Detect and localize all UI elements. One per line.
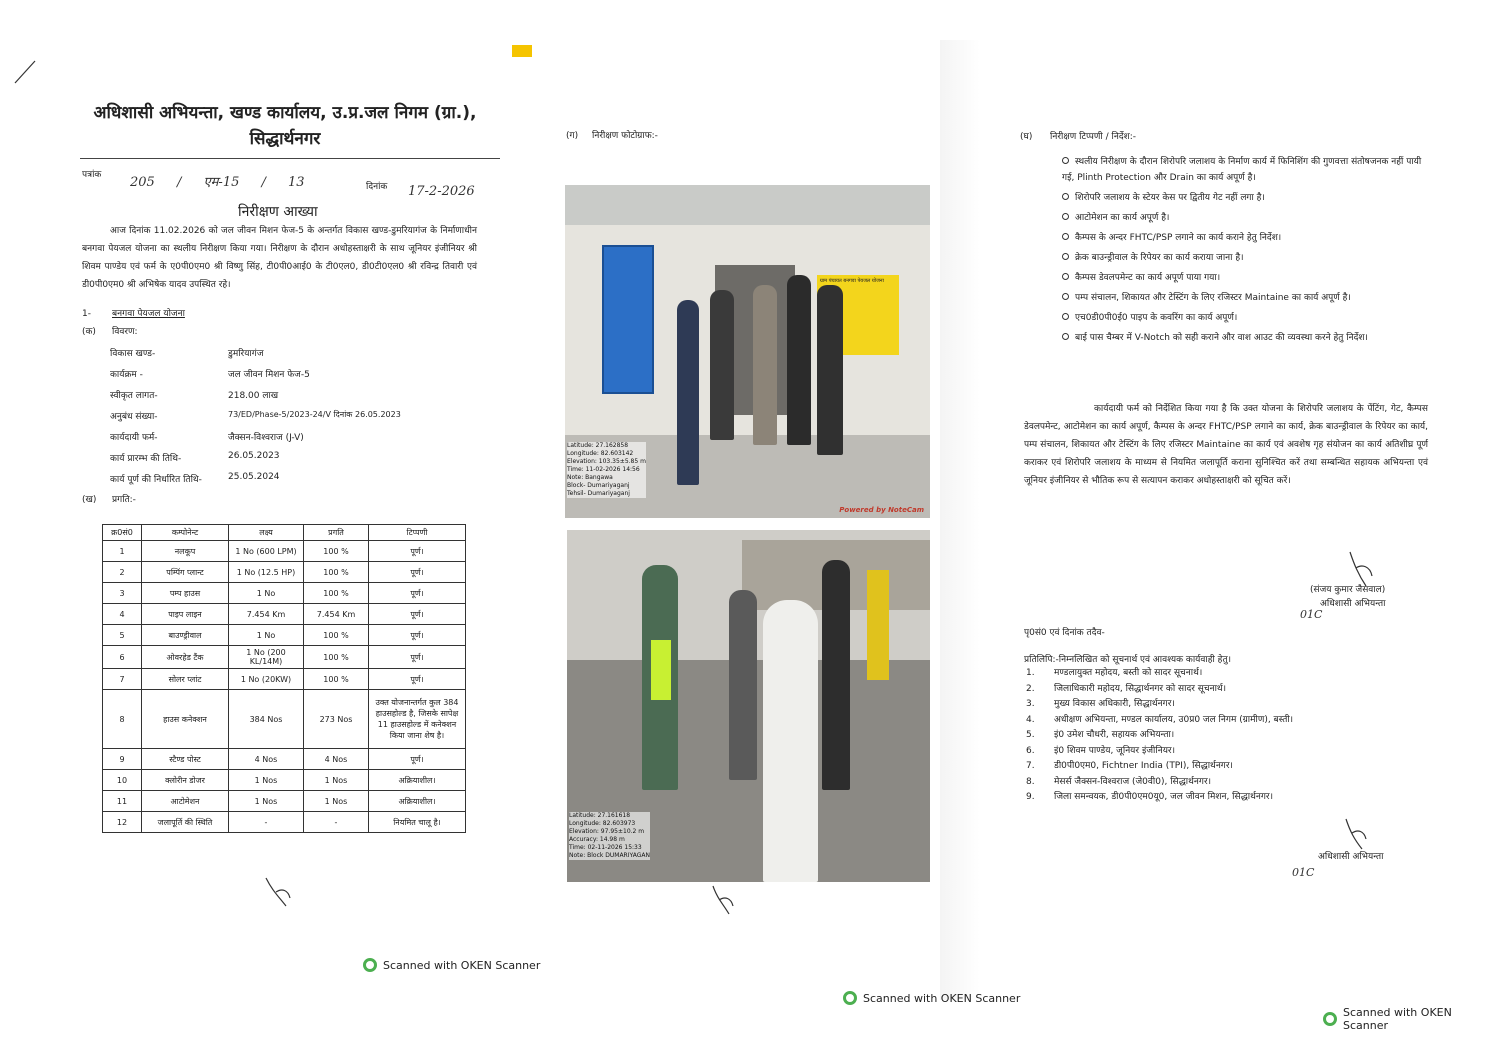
geotag-line: Accuracy: 14.98 m: [569, 836, 625, 843]
table-cell: -: [304, 812, 369, 833]
person: [817, 285, 843, 455]
table-cell: 100 %: [304, 562, 369, 583]
list-item: 4. अधीक्षण अभियन्ता, मण्डल कार्यालय, उ0प्र0 जल निगम (ग्रामीण), बस्ती।: [1026, 714, 1294, 725]
bullet-icon: [1062, 253, 1069, 260]
detail-label: कार्यक्रम -: [110, 370, 143, 380]
table-cell: 7.454 Km: [229, 604, 304, 625]
table-row: [103, 604, 466, 625]
inspection-notes: [1062, 154, 1430, 350]
date-value: 17-2-2026: [408, 184, 475, 199]
progress-table-body: [103, 541, 466, 833]
geotag-line: Note: Bangawa: [567, 474, 613, 481]
list-item: 6. इं0 शिवम पाण्डेय, जूनियर इंजीनियर।: [1026, 745, 1176, 756]
table-cell: 7.454 Km: [304, 604, 369, 625]
gha-label: (घ): [1020, 132, 1033, 142]
blue-window: [602, 245, 654, 394]
ka-label: (क): [82, 327, 96, 337]
table-cell: 1 Nos: [229, 791, 304, 812]
bullet-icon: [1062, 293, 1069, 300]
note-item: [1062, 190, 1430, 206]
recipient-text: अधीक्षण अभियन्ता, मण्डल कार्यालय, उ0प्र0 जल निगम (ग्रामीण), बस्ती।: [1054, 714, 1294, 725]
person-back: [763, 600, 818, 882]
table-row: [103, 791, 466, 812]
table-cell: पूर्ण।: [369, 604, 466, 625]
table-cell: 1 Nos: [229, 770, 304, 791]
table-cell: सोलर प्लांट: [142, 669, 229, 690]
note-item: [1062, 154, 1430, 186]
col-header: प्रगति: [304, 525, 369, 541]
initials: 01C: [1292, 866, 1315, 879]
bullet-icon: [1062, 313, 1069, 320]
table-cell: 11: [103, 791, 142, 812]
table-cell: पूर्ण।: [369, 669, 466, 690]
pen-stroke-mark: [10, 58, 40, 88]
table-row: [103, 583, 466, 604]
detail-label: कार्यदायी फर्म-: [110, 433, 158, 443]
person: [729, 590, 757, 780]
table-cell: पम्प हाउस: [142, 583, 229, 604]
ka-title: विवरण:: [112, 327, 138, 337]
list-item: 7. डी0पी0एम0, Fichtner India (TPI), सिद्धार्थनगर।: [1026, 761, 1233, 771]
list-item: 3. मुख्य विकास अधिकारी, सिद्धार्थनगर।: [1026, 699, 1175, 709]
signature-mark: [258, 870, 306, 918]
copy-line: प्रतिलिपि:-निम्नलिखित को सूचनार्थ एवं आवश्यक कार्यवाही हेतु।: [1024, 655, 1232, 665]
scanner-label: Scanned with OKEN Scanner: [863, 991, 1021, 1005]
note-text: क्रेक बाउन्ड्रीवाल के रिपेयर का कार्य कराया जाना है।: [1075, 253, 1244, 263]
bullet-icon: [1062, 157, 1069, 164]
table-cell: पूर्ण।: [369, 749, 466, 770]
table-cell: 7: [103, 669, 142, 690]
bullet-icon: [1062, 333, 1069, 340]
geotag-line: Latitude: 27.162858: [567, 442, 629, 449]
col-header: लक्ष्य: [229, 525, 304, 541]
geotag-line: Longitude: 82.603973: [569, 820, 636, 827]
list-item: 8. मेसर्स जैक्सन-विश्वराज (जे0वी0), सिद्धार्थनगर।: [1026, 776, 1212, 787]
detail-row: [110, 451, 490, 472]
header-divider: [80, 158, 500, 159]
roof: [565, 185, 930, 225]
detail-value: 25.05.2024: [228, 472, 280, 482]
table-row: [103, 541, 466, 562]
page-fold: [940, 40, 980, 1000]
person: [787, 275, 811, 445]
detail-value: जल जीवन मिशन फेज-5: [228, 370, 310, 380]
bullet-icon: [1062, 193, 1069, 200]
table-cell: पूर्ण।: [369, 562, 466, 583]
signatory-title-2: अधिशासी अभियन्ता: [1318, 852, 1384, 862]
oken-logo-icon: [363, 958, 377, 972]
signatory-title: अधिशासी अभियन्ता: [1320, 599, 1386, 609]
recipient-text: इं0 शिवम पाण्डेय, जूनियर इंजीनियर।: [1054, 745, 1176, 756]
table-row: [103, 625, 466, 646]
table-cell: पूर्ण।: [369, 625, 466, 646]
signature-mark: [705, 880, 745, 920]
table-cell: 10: [103, 770, 142, 791]
table-cell: क्लोरीन डोजर: [142, 770, 229, 791]
detail-label: स्वीकृत लागत-: [110, 391, 158, 401]
person: [710, 290, 734, 440]
table-cell: 273 Nos: [304, 690, 369, 749]
table-cell: 1 No (600 LPM): [229, 541, 304, 562]
kha-label: (ख): [82, 495, 97, 505]
table-cell: 1 No (12.5 HP): [229, 562, 304, 583]
col-header: कम्पोनेन्ट: [142, 525, 229, 541]
table-cell: पूर्ण।: [369, 646, 466, 669]
table-cell: स्टैण्ड पोस्ट: [142, 749, 229, 770]
signature-mark: [1338, 815, 1378, 855]
note-item: [1062, 270, 1430, 286]
ref-number: 205 / एम-15 / 13: [130, 175, 305, 190]
detail-row: [110, 430, 490, 451]
tape-mark: [512, 45, 532, 57]
section-1-title: बनगवा पेयजल योजना: [112, 309, 185, 319]
table-cell: पूर्ण।: [369, 541, 466, 562]
geotag-line: Elevation: 103.35±5.85 m: [567, 458, 646, 465]
detail-value: 218.00 लाख: [228, 391, 279, 401]
geotag-line: Elevation: 97.95±10.2 m: [569, 828, 645, 835]
scanner-watermark: [363, 958, 540, 972]
table-cell: 1 Nos: [304, 791, 369, 812]
bullet-icon: [1062, 213, 1069, 220]
geotag-line: Longitude: 82.603142: [567, 450, 634, 457]
safety-vest: [651, 640, 671, 700]
date-label: दिनांक: [366, 182, 388, 192]
table-cell: 1 Nos: [304, 770, 369, 791]
table-cell: पाइप लाइन: [142, 604, 229, 625]
recipient-text: मुख्य विकास अधिकारी, सिद्धार्थनगर।: [1054, 699, 1175, 709]
person: [822, 560, 850, 790]
table-cell: नलकूप: [142, 541, 229, 562]
note-text: शिरोपरि जलाशय के स्टेयर केस पर द्वितीय गेट नहीं लगा है।: [1075, 193, 1265, 203]
person: [753, 285, 777, 445]
intro-paragraph: आज दिनांक 11.02.2026 को जल जीवन मिशन फेज-5 के अन्तर्गत विकास खण्ड-डुमरियागंज के निर्माणाधीन बनगवा पेयजल योजना का स्थलीय निरीक्षण किया गया। निरीक्षण के दौरान अधोहस्ताक्षरी के साथ जूनियर इंजीनियर श्री शिवम पाण्डेय एवं फर्म के ए0पी0एम0 श्री विष्णु सिंह, टी0पी0आई0 के टी0एल0, डी0टी0एल0 श्री रविन्द्र तिवारी एवं डी0पी0एम0 श्री अभिषेक यादव उपस्थित रहे।: [82, 226, 477, 290]
bullet-icon: [1062, 273, 1069, 280]
note-item: [1062, 210, 1430, 226]
table-cell: 100 %: [304, 583, 369, 604]
table-cell: 8: [103, 690, 142, 749]
table-cell: 4: [103, 604, 142, 625]
note-text: बाई पास चैम्बर में V-Notch को सही कराने और वाश आउट की व्यवस्था करने हेतु निर्देश।: [1075, 333, 1368, 343]
table-cell: 4 Nos: [229, 749, 304, 770]
detail-row: [110, 388, 490, 409]
note-item: [1062, 290, 1430, 306]
detail-label: अनुबंध संख्या-: [110, 412, 158, 422]
recipient-text: डी0पी0एम0, Fichtner India (TPI), सिद्धार्थनगर।: [1054, 761, 1233, 771]
table-header-row: [103, 525, 466, 541]
table-cell: 2: [103, 562, 142, 583]
table-cell: हाउस कनेक्शन: [142, 690, 229, 749]
table-cell: पम्पिंग प्लान्ट: [142, 562, 229, 583]
office-line-2: सिद्धार्थनगर: [249, 129, 321, 149]
office-line-1: अधिशासी अभियन्ता, खण्ड कार्यालय, उ.प्र.जल निगम (ग्रा.),: [93, 103, 477, 123]
table-cell: 4 Nos: [304, 749, 369, 770]
photos-title: निरीक्षण फोटोग्राफ:-: [592, 131, 658, 141]
list-item: 2. जिलाधिकारी महोदय, सिद्धार्थनगर को सादर सूचनार्थ।: [1026, 683, 1227, 694]
note-text: स्थलीय निरीक्षण के दौरान शिरोपरि जलाशय के निर्माण कार्य में फिनिशिंग की गुणवत्ता संतोषजनक नहीं पायी गई, Plinth Protection और Drain का कार्य अपूर्ण है।: [1062, 157, 1422, 183]
note-text: आटोमेशन का कार्य अपूर्ण है।: [1075, 213, 1170, 223]
detail-value: 73/ED/Phase-5/2023-24/V दिनांक 26.05.2023: [228, 410, 401, 419]
col-header: क्र0सं0: [103, 525, 142, 541]
table-cell: 1 No: [229, 625, 304, 646]
report-title: निरीक्षण आख्या: [238, 204, 318, 220]
detail-row: [110, 472, 490, 493]
oken-logo-icon: [843, 991, 857, 1005]
scanner-label: Scanned with OKEN Scanner: [1342, 1006, 1452, 1032]
table-row: [103, 749, 466, 770]
recipient-text: जिला समन्वयक, डी0पी0एम0यू0, जल जीवन मिशन, सिद्धार्थनगर।: [1054, 792, 1274, 802]
detail-label: कार्य प्रारम्भ की तिथि-: [110, 454, 182, 464]
note-item: [1062, 310, 1430, 326]
table-cell: 100 %: [304, 625, 369, 646]
note-item: [1062, 330, 1430, 346]
table-cell: 100 %: [304, 541, 369, 562]
note-text: कैम्पस डेवलपमेन्ट का कार्य अपूर्ण पाया गया।: [1075, 273, 1221, 283]
section-1-number: 1-: [82, 309, 91, 319]
recipient-text: मेसर्स जैक्सन-विश्वराज (जे0वी0), सिद्धार्थनगर।: [1054, 776, 1212, 787]
detail-row: [110, 367, 490, 388]
details-list: [110, 346, 490, 493]
bullet-icon: [1062, 233, 1069, 240]
office-header: [80, 100, 490, 152]
kha-title: प्रगति:-: [112, 495, 136, 505]
table-row: [103, 646, 466, 669]
list-item: 5. इं0 उमेश चौधरी, सहायक अभियन्ता।: [1026, 730, 1175, 740]
reference-line: पृ0सं0 एवं दिनांक तदैव-: [1024, 628, 1105, 638]
oken-logo-icon: [1323, 1012, 1337, 1026]
table-cell: 6: [103, 646, 142, 669]
recipient-text: इं0 उमेश चौधरी, सहायक अभियन्ता।: [1054, 730, 1175, 740]
table-cell: बाउण्ड्रीवाल: [142, 625, 229, 646]
table-cell: जलापूर्ति की स्थिति: [142, 812, 229, 833]
detail-value: जैक्सन-विश्वराज (J-V): [228, 433, 304, 443]
table-cell: 5: [103, 625, 142, 646]
geotag-line: Note: Block DUMARIYAGAN: [569, 852, 650, 859]
note-item: [1062, 250, 1430, 266]
detail-row: [110, 409, 490, 430]
table-cell: नियमित चालू है।: [369, 812, 466, 833]
geotag-line: Tehsil- Dumariyaganj: [567, 490, 630, 497]
note-text: कैम्पस के अन्दर FHTC/PSP लगाने का कार्य कराने हेतु निर्देश।: [1075, 233, 1282, 243]
inspection-photo-2: [567, 530, 930, 882]
table-cell: 12: [103, 812, 142, 833]
table-row: [103, 812, 466, 833]
directive-paragraph: कार्यदायी फर्म को निर्देशित किया गया है कि उक्त योजना के शिरोपरि जलाशय के पेंटिंग, गेट, कैम्पस डेवलपमेन्ट, आटोमेशन का कार्य अपूर्ण, कैम्पस के अन्दर FHTC/PSP लगाने का कार्य, क्रेक बाउन्ड्रीवाल के रिपेयर का कार्य, पम्प संचालन, शिकायत और टेस्टिंग के लिए रजिस्टर Maintaine का कार्य एवं अवशेष गृह संयोजन का कार्य अतिशीघ्र पूर्ण कराकर एवं शिरोपरि जलाशय के माध्यम से नियमित जलापूर्ति कराना सुनिश्चित करें तथा सम्बन्धित सहायक अभियन्ता एवं जूनियर इंजीनियर से भौतिक रूप से सत्यापन कराकर अधोहस्ताक्षरी को सूचित करें।: [1024, 404, 1428, 486]
scanner-label: Scanned with OKEN Scanner: [383, 958, 541, 972]
table-cell: 100 %: [304, 669, 369, 690]
notes-title: निरीक्षण टिप्पणी / निर्देश:-: [1050, 132, 1137, 142]
progress-table: [102, 524, 466, 833]
geotag-line: Time: 02-11-2026 15:33: [569, 844, 642, 851]
table-cell: ओवरहेड टैंक: [142, 646, 229, 669]
list-item: 1. मण्डलायुक्त महोदय, बस्ती को सादर सूचनार्थ।: [1026, 668, 1203, 678]
geotag-line: Block- Dumariyaganj: [567, 482, 630, 489]
table-cell: 100 %: [304, 646, 369, 669]
scanner-watermark: [1323, 1006, 1500, 1032]
scanner-watermark: [843, 991, 1020, 1005]
geotag-line: Latitude: 27.161618: [569, 812, 631, 819]
table-cell: 1 No: [229, 583, 304, 604]
yellow-signboard: ग्राम पंचायत बनगवा पेयजल योजना: [817, 275, 899, 355]
table-cell: 3: [103, 583, 142, 604]
detail-label: विकास खण्ड-: [110, 349, 156, 359]
photo-1-credit: Powered by NoteCam: [839, 506, 924, 514]
table-cell: -: [229, 812, 304, 833]
table-row: [103, 562, 466, 583]
initials: 01C: [1300, 608, 1323, 621]
list-item: 9. जिला समन्वयक, डी0पी0एम0यू0, जल जीवन मिशन, सिद्धार्थनगर।: [1026, 792, 1274, 802]
recipient-text: जिलाधिकारी महोदय, सिद्धार्थनगर को सादर सूचनार्थ।: [1054, 683, 1227, 694]
table-cell: अक्रियाशील।: [369, 791, 466, 812]
table-cell: 384 Nos: [229, 690, 304, 749]
photo-1-geotag: [567, 442, 646, 498]
detail-value: डुमरियागंज: [228, 349, 264, 359]
note-item: [1062, 230, 1430, 246]
table-cell: आटोमेशन: [142, 791, 229, 812]
person: [677, 300, 699, 485]
recipient-text: मण्डलायुक्त महोदय, बस्ती को सादर सूचनार्थ।: [1054, 668, 1203, 678]
detail-value: 26.05.2023: [228, 451, 280, 461]
table-cell: अक्रियाशील।: [369, 770, 466, 791]
table-cell: पूर्ण।: [369, 583, 466, 604]
photo-2-geotag: [569, 812, 650, 860]
col-header: टिप्पणी: [369, 525, 466, 541]
table-cell: 1: [103, 541, 142, 562]
table-row: [103, 770, 466, 791]
ga-label: (ग): [566, 131, 579, 141]
yellow-clothing: [867, 570, 889, 680]
table-row: [103, 690, 466, 749]
ref-label: पत्रांक: [82, 170, 102, 180]
table-cell: 1 No (20KW): [229, 669, 304, 690]
inspection-photo-1: [565, 185, 930, 518]
recipient-list: [1026, 666, 1293, 806]
table-cell: उक्त योजनान्तर्गत कुल 384 हाउसहोल्ड है, जिसके सापेक्ष 11 हाउसहोल्ड में कनेक्शन किया जाना शेष है।: [369, 690, 466, 749]
table-row: [103, 669, 466, 690]
table-cell: 9: [103, 749, 142, 770]
table-cell: 1 No (200 KL/14M): [229, 646, 304, 669]
detail-label: कार्य पूर्ण की निर्धारित तिथि-: [110, 475, 202, 485]
detail-row: [110, 346, 490, 367]
signatory-name: (संजय कुमार जैसवाल): [1310, 585, 1386, 595]
note-text: पम्प संचालन, शिकायत और टेस्टिंग के लिए रजिस्टर Maintaine का कार्य अपूर्ण है।: [1075, 293, 1351, 303]
geotag-line: Time: 11-02-2026 14:56: [567, 466, 640, 473]
note-text: एच0डी0पी0ई0 पाइप के कवरिंग का कार्य अपूर्ण।: [1075, 313, 1238, 323]
